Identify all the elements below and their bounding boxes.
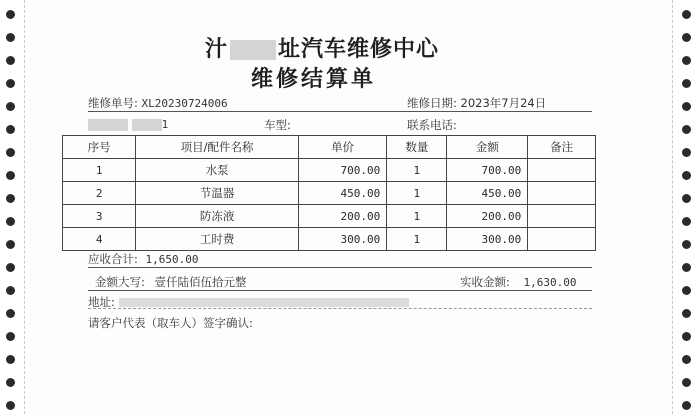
amount-words-value: 壹仟陆佰伍拾元整 xyxy=(154,275,247,289)
row-amount: 450.00 xyxy=(447,182,528,205)
repair-date-value: 2023年7月24日 xyxy=(460,96,547,110)
perforation-hole xyxy=(682,240,691,249)
row-qty: 1 xyxy=(387,182,447,205)
divider-line xyxy=(88,111,592,112)
table-row xyxy=(63,205,596,228)
signature-prompt: 请客户代表（取车人）签字确认: xyxy=(88,316,253,330)
row-note xyxy=(528,228,596,251)
right-tear-line xyxy=(672,0,673,414)
perforation-hole xyxy=(682,79,691,88)
amount-in-words xyxy=(95,274,247,290)
phone-label: 联系电话: xyxy=(407,118,457,132)
shop-name-suffix: 址汽车维修中心 xyxy=(278,37,440,62)
perforation-hole xyxy=(6,286,15,295)
perforation-hole xyxy=(6,309,15,318)
perforation-hole xyxy=(682,10,691,19)
row-note xyxy=(528,182,596,205)
redacted-address xyxy=(119,298,409,307)
received-label: 实收金额: xyxy=(460,275,510,289)
table-row xyxy=(63,159,596,182)
shop-name-prefix: 汁 xyxy=(205,37,229,62)
row-qty: 1 xyxy=(387,228,447,251)
perforation-hole xyxy=(6,10,15,19)
row-name: 节温器 xyxy=(136,182,299,205)
row-seq: 1 xyxy=(63,159,136,182)
header-qty: 数量 xyxy=(387,136,447,159)
row-name: 防冻液 xyxy=(136,205,299,228)
address-label: 地址: xyxy=(88,295,115,309)
row-seq: 3 xyxy=(63,205,136,228)
table-header-row xyxy=(63,136,596,159)
perforation-hole xyxy=(6,102,15,111)
perforation-hole xyxy=(682,401,691,410)
row-amount: 300.00 xyxy=(447,228,528,251)
perforation-hole xyxy=(6,263,15,272)
perforation-hole xyxy=(6,378,15,387)
header-seq: 序号 xyxy=(63,136,136,159)
row-note xyxy=(528,159,596,182)
repair-date-field xyxy=(407,95,546,111)
row-price: 300.00 xyxy=(298,228,386,251)
receivable-label: 应收合计: xyxy=(88,252,138,266)
shop-name xyxy=(205,32,439,63)
perforation-hole xyxy=(682,263,691,272)
address-divider xyxy=(88,308,592,309)
header-note: 备注 xyxy=(528,136,596,159)
perforation-hole xyxy=(6,217,15,226)
perforation-hole xyxy=(6,33,15,42)
perforation-hole xyxy=(682,125,691,134)
perforation-hole xyxy=(6,125,15,134)
perforation-hole xyxy=(682,194,691,203)
perforation-hole xyxy=(682,217,691,226)
perforation-hole xyxy=(682,378,691,387)
amount-divider xyxy=(88,290,592,291)
perforation-hole xyxy=(6,194,15,203)
row-amount: 200.00 xyxy=(447,205,528,228)
perforation-hole xyxy=(682,332,691,341)
perforation-hole xyxy=(6,148,15,157)
perforation-hole xyxy=(6,240,15,249)
header-amount: 金额 xyxy=(447,136,528,159)
perforation-hole xyxy=(6,332,15,341)
perforation-hole xyxy=(6,79,15,88)
row-note xyxy=(528,205,596,228)
order-number-value: XL20230724006 xyxy=(141,97,228,110)
perforation-hole xyxy=(6,171,15,180)
perforation-hole xyxy=(6,401,15,410)
received-amount xyxy=(460,274,577,290)
row-qty: 1 xyxy=(387,205,447,228)
header-name: 项目/配件名称 xyxy=(136,136,299,159)
received-value: 1,630.00 xyxy=(523,276,577,289)
table-row xyxy=(63,228,596,251)
perforation-hole xyxy=(682,171,691,180)
items-table xyxy=(62,135,596,251)
order-number-field xyxy=(88,95,228,111)
form-title: 维修结算单 xyxy=(251,67,377,92)
left-perforation-strip xyxy=(6,0,18,414)
row-price: 200.00 xyxy=(298,205,386,228)
plate-field xyxy=(88,117,168,131)
receivable-value: 1,650.00 xyxy=(145,253,199,266)
row-price: 450.00 xyxy=(298,182,386,205)
row-amount: 700.00 xyxy=(447,159,528,182)
right-perforation-strip xyxy=(682,0,694,414)
row-name: 工时费 xyxy=(136,228,299,251)
receivable-total xyxy=(88,251,199,267)
perforation-hole xyxy=(682,33,691,42)
table-row xyxy=(63,182,596,205)
row-seq: 4 xyxy=(63,228,136,251)
row-seq: 2 xyxy=(63,182,136,205)
order-number-label: 维修单号: xyxy=(88,96,138,110)
repair-date-label: 维修日期: xyxy=(407,96,457,110)
totals-divider xyxy=(88,267,592,268)
model-label: 车型: xyxy=(264,118,291,132)
perforation-hole xyxy=(682,56,691,65)
redacted-plate-label xyxy=(88,119,128,131)
perforation-hole xyxy=(682,309,691,318)
header-price: 单价 xyxy=(298,136,386,159)
row-qty: 1 xyxy=(387,159,447,182)
row-name: 水泵 xyxy=(136,159,299,182)
redacted-shop-name xyxy=(230,40,276,60)
perforation-hole xyxy=(682,355,691,364)
plate-value-tail: 1 xyxy=(161,118,169,131)
perforation-hole xyxy=(682,102,691,111)
redacted-plate-value xyxy=(132,119,162,131)
perforation-hole xyxy=(682,286,691,295)
perforation-hole xyxy=(6,56,15,65)
amount-words-label: 金额大写: xyxy=(95,275,145,289)
perforation-hole xyxy=(682,148,691,157)
left-tear-line xyxy=(24,0,25,414)
perforation-hole xyxy=(6,355,15,364)
row-price: 700.00 xyxy=(298,159,386,182)
